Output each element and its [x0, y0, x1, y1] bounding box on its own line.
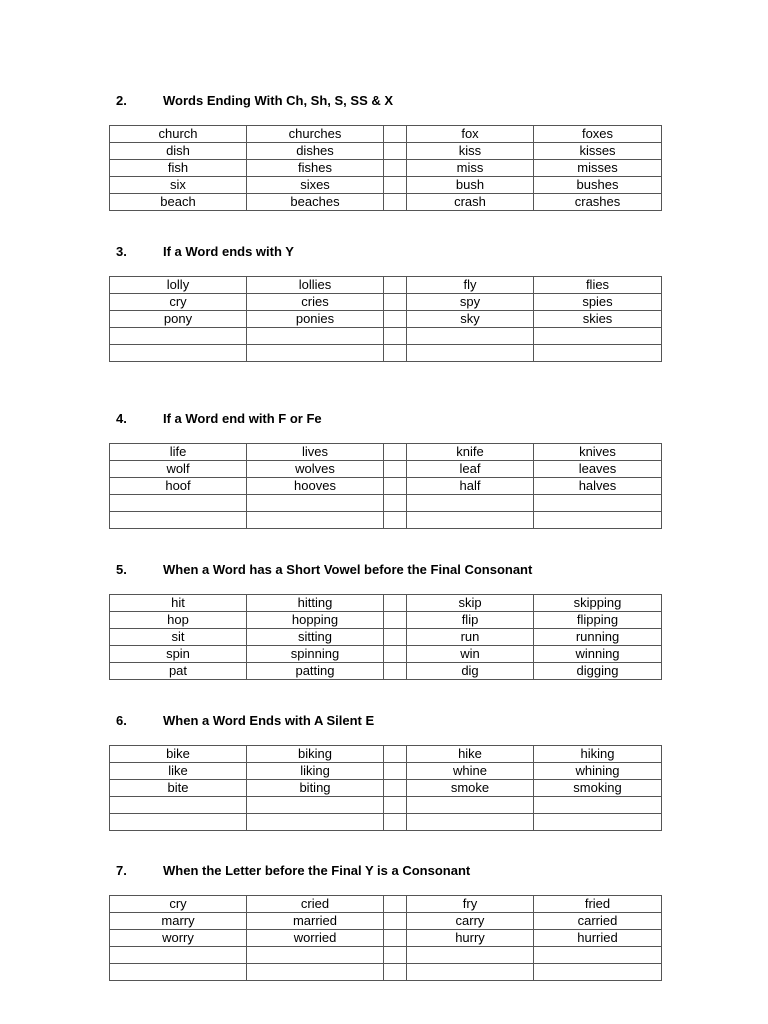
- table-row: [110, 964, 662, 981]
- plural-word-cell: married: [247, 913, 384, 930]
- base-word-cell: [110, 328, 247, 345]
- base-word-cell: [407, 345, 534, 362]
- section-title: Words Ending With Ch, Sh, S, SS & X: [163, 93, 394, 108]
- base-word-cell: fry: [407, 896, 534, 913]
- spacer-cell: [384, 930, 407, 947]
- section-title: When a Word Ends with A Silent E: [163, 713, 375, 728]
- spacer-cell: [384, 814, 407, 831]
- base-word-cell: hoof: [110, 478, 247, 495]
- word-table: [109, 443, 662, 529]
- base-word-cell: [110, 947, 247, 964]
- spacer-cell: [384, 595, 407, 612]
- spacer-cell: [384, 746, 407, 763]
- plural-word-cell: foxes: [534, 126, 662, 143]
- table-row: [110, 495, 662, 512]
- spacer-cell: [384, 896, 407, 913]
- table-row: [110, 646, 662, 663]
- plural-word-cell: halves: [534, 478, 662, 495]
- base-word-cell: miss: [407, 160, 534, 177]
- section-number: 3.: [116, 244, 127, 259]
- table-row: [110, 126, 662, 143]
- plural-word-cell: [247, 947, 384, 964]
- spacer-cell: [384, 763, 407, 780]
- base-word-cell: flip: [407, 612, 534, 629]
- spacer-cell: [384, 780, 407, 797]
- base-word-cell: leaf: [407, 461, 534, 478]
- table-row: [110, 177, 662, 194]
- base-word-cell: [407, 328, 534, 345]
- base-word-cell: pat: [110, 663, 247, 680]
- table-row: [110, 143, 662, 160]
- table-row: [110, 746, 662, 763]
- plural-word-cell: smoking: [534, 780, 662, 797]
- plural-word-cell: fried: [534, 896, 662, 913]
- plural-word-cell: [534, 814, 662, 831]
- base-word-cell: bike: [110, 746, 247, 763]
- word-table: [109, 895, 662, 981]
- spacer-cell: [384, 294, 407, 311]
- base-word-cell: fly: [407, 277, 534, 294]
- plural-word-cell: wolves: [247, 461, 384, 478]
- word-table: [109, 745, 662, 831]
- base-word-cell: carry: [407, 913, 534, 930]
- plural-word-cell: dishes: [247, 143, 384, 160]
- plural-word-cell: hopping: [247, 612, 384, 629]
- spacer-cell: [384, 143, 407, 160]
- table-row: [110, 612, 662, 629]
- section-title: When a Word has a Short Vowel before the Final Consonant: [163, 562, 533, 577]
- base-word-cell: hit: [110, 595, 247, 612]
- plural-word-cell: [534, 328, 662, 345]
- spacer-cell: [384, 612, 407, 629]
- table-row: [110, 345, 662, 362]
- base-word-cell: [407, 512, 534, 529]
- spacer-cell: [384, 126, 407, 143]
- plural-word-cell: [247, 797, 384, 814]
- base-word-cell: bite: [110, 780, 247, 797]
- plural-word-cell: churches: [247, 126, 384, 143]
- spacer-cell: [384, 495, 407, 512]
- spacer-cell: [384, 913, 407, 930]
- base-word-cell: worry: [110, 930, 247, 947]
- plural-word-cell: ponies: [247, 311, 384, 328]
- table-row: [110, 444, 662, 461]
- plural-word-cell: skies: [534, 311, 662, 328]
- section-number: 5.: [116, 562, 127, 577]
- base-word-cell: [407, 814, 534, 831]
- table-row: [110, 277, 662, 294]
- plural-word-cell: liking: [247, 763, 384, 780]
- plural-word-cell: flies: [534, 277, 662, 294]
- plural-word-cell: [534, 345, 662, 362]
- base-word-cell: spin: [110, 646, 247, 663]
- plural-word-cell: worried: [247, 930, 384, 947]
- table-row: [110, 478, 662, 495]
- base-word-cell: [110, 814, 247, 831]
- table-row: [110, 913, 662, 930]
- base-word-cell: run: [407, 629, 534, 646]
- spacer-cell: [384, 177, 407, 194]
- plural-word-cell: running: [534, 629, 662, 646]
- plural-word-cell: biting: [247, 780, 384, 797]
- plural-word-cell: [534, 512, 662, 529]
- base-word-cell: [110, 495, 247, 512]
- base-word-cell: whine: [407, 763, 534, 780]
- plural-word-cell: crashes: [534, 194, 662, 211]
- base-word-cell: [407, 797, 534, 814]
- base-word-cell: [110, 964, 247, 981]
- base-word-cell: beach: [110, 194, 247, 211]
- section-title: When the Letter before the Final Y is a Consonant: [163, 863, 471, 878]
- base-word-cell: [407, 947, 534, 964]
- spacer-cell: [384, 328, 407, 345]
- base-word-cell: wolf: [110, 461, 247, 478]
- plural-word-cell: hitting: [247, 595, 384, 612]
- table-row: [110, 629, 662, 646]
- plural-word-cell: [247, 345, 384, 362]
- plural-word-cell: [534, 797, 662, 814]
- plural-word-cell: beaches: [247, 194, 384, 211]
- spacer-cell: [384, 797, 407, 814]
- section-number: 4.: [116, 411, 127, 426]
- plural-word-cell: fishes: [247, 160, 384, 177]
- plural-word-cell: [247, 512, 384, 529]
- base-word-cell: cry: [110, 896, 247, 913]
- base-word-cell: crash: [407, 194, 534, 211]
- plural-word-cell: [534, 947, 662, 964]
- base-word-cell: [407, 495, 534, 512]
- base-word-cell: marry: [110, 913, 247, 930]
- section-number: 2.: [116, 93, 127, 108]
- plural-word-cell: lives: [247, 444, 384, 461]
- plural-word-cell: cries: [247, 294, 384, 311]
- base-word-cell: bush: [407, 177, 534, 194]
- base-word-cell: [110, 512, 247, 529]
- base-word-cell: life: [110, 444, 247, 461]
- plural-word-cell: cried: [247, 896, 384, 913]
- table-row: [110, 512, 662, 529]
- table-row: [110, 663, 662, 680]
- base-word-cell: knife: [407, 444, 534, 461]
- plural-word-cell: spies: [534, 294, 662, 311]
- base-word-cell: [407, 964, 534, 981]
- base-word-cell: fox: [407, 126, 534, 143]
- spacer-cell: [384, 194, 407, 211]
- spacer-cell: [384, 512, 407, 529]
- section-number: 7.: [116, 863, 127, 878]
- plural-word-cell: whining: [534, 763, 662, 780]
- base-word-cell: cry: [110, 294, 247, 311]
- plural-word-cell: flipping: [534, 612, 662, 629]
- base-word-cell: hurry: [407, 930, 534, 947]
- plural-word-cell: sitting: [247, 629, 384, 646]
- word-table: [109, 125, 662, 211]
- plural-word-cell: carried: [534, 913, 662, 930]
- table-row: [110, 461, 662, 478]
- spacer-cell: [384, 663, 407, 680]
- base-word-cell: win: [407, 646, 534, 663]
- table-row: [110, 763, 662, 780]
- plural-word-cell: winning: [534, 646, 662, 663]
- section-title: If a Word end with F or Fe: [163, 411, 322, 426]
- base-word-cell: hike: [407, 746, 534, 763]
- spacer-cell: [384, 160, 407, 177]
- plural-word-cell: knives: [534, 444, 662, 461]
- base-word-cell: sit: [110, 629, 247, 646]
- plural-word-cell: sixes: [247, 177, 384, 194]
- plural-word-cell: patting: [247, 663, 384, 680]
- section-number: 6.: [116, 713, 127, 728]
- table-row: [110, 194, 662, 211]
- base-word-cell: smoke: [407, 780, 534, 797]
- plural-word-cell: [247, 495, 384, 512]
- table-row: [110, 328, 662, 345]
- base-word-cell: [110, 345, 247, 362]
- spacer-cell: [384, 629, 407, 646]
- spacer-cell: [384, 444, 407, 461]
- table-row: [110, 311, 662, 328]
- spacer-cell: [384, 646, 407, 663]
- plural-word-cell: spinning: [247, 646, 384, 663]
- base-word-cell: pony: [110, 311, 247, 328]
- base-word-cell: lolly: [110, 277, 247, 294]
- base-word-cell: half: [407, 478, 534, 495]
- plural-word-cell: lollies: [247, 277, 384, 294]
- plural-word-cell: [247, 328, 384, 345]
- base-word-cell: fish: [110, 160, 247, 177]
- plural-word-cell: [534, 495, 662, 512]
- base-word-cell: [110, 797, 247, 814]
- plural-word-cell: bushes: [534, 177, 662, 194]
- plural-word-cell: [247, 814, 384, 831]
- plural-word-cell: misses: [534, 160, 662, 177]
- table-row: [110, 814, 662, 831]
- spacer-cell: [384, 311, 407, 328]
- plural-word-cell: hurried: [534, 930, 662, 947]
- base-word-cell: six: [110, 177, 247, 194]
- base-word-cell: dig: [407, 663, 534, 680]
- plural-word-cell: [534, 964, 662, 981]
- plural-word-cell: hiking: [534, 746, 662, 763]
- section-title: If a Word ends with Y: [163, 244, 294, 259]
- spacer-cell: [384, 277, 407, 294]
- table-row: [110, 780, 662, 797]
- base-word-cell: church: [110, 126, 247, 143]
- base-word-cell: hop: [110, 612, 247, 629]
- base-word-cell: skip: [407, 595, 534, 612]
- plural-word-cell: biking: [247, 746, 384, 763]
- base-word-cell: sky: [407, 311, 534, 328]
- spacer-cell: [384, 947, 407, 964]
- table-row: [110, 930, 662, 947]
- table-row: [110, 896, 662, 913]
- word-table: [109, 276, 662, 362]
- table-row: [110, 294, 662, 311]
- plural-word-cell: kisses: [534, 143, 662, 160]
- table-row: [110, 160, 662, 177]
- base-word-cell: dish: [110, 143, 247, 160]
- plural-word-cell: [247, 964, 384, 981]
- plural-word-cell: hooves: [247, 478, 384, 495]
- table-row: [110, 595, 662, 612]
- word-table: [109, 594, 662, 680]
- base-word-cell: kiss: [407, 143, 534, 160]
- plural-word-cell: digging: [534, 663, 662, 680]
- spacer-cell: [384, 478, 407, 495]
- plural-word-cell: leaves: [534, 461, 662, 478]
- table-row: [110, 797, 662, 814]
- spacer-cell: [384, 345, 407, 362]
- base-word-cell: spy: [407, 294, 534, 311]
- base-word-cell: like: [110, 763, 247, 780]
- spacer-cell: [384, 964, 407, 981]
- table-row: [110, 947, 662, 964]
- spacer-cell: [384, 461, 407, 478]
- plural-word-cell: skipping: [534, 595, 662, 612]
